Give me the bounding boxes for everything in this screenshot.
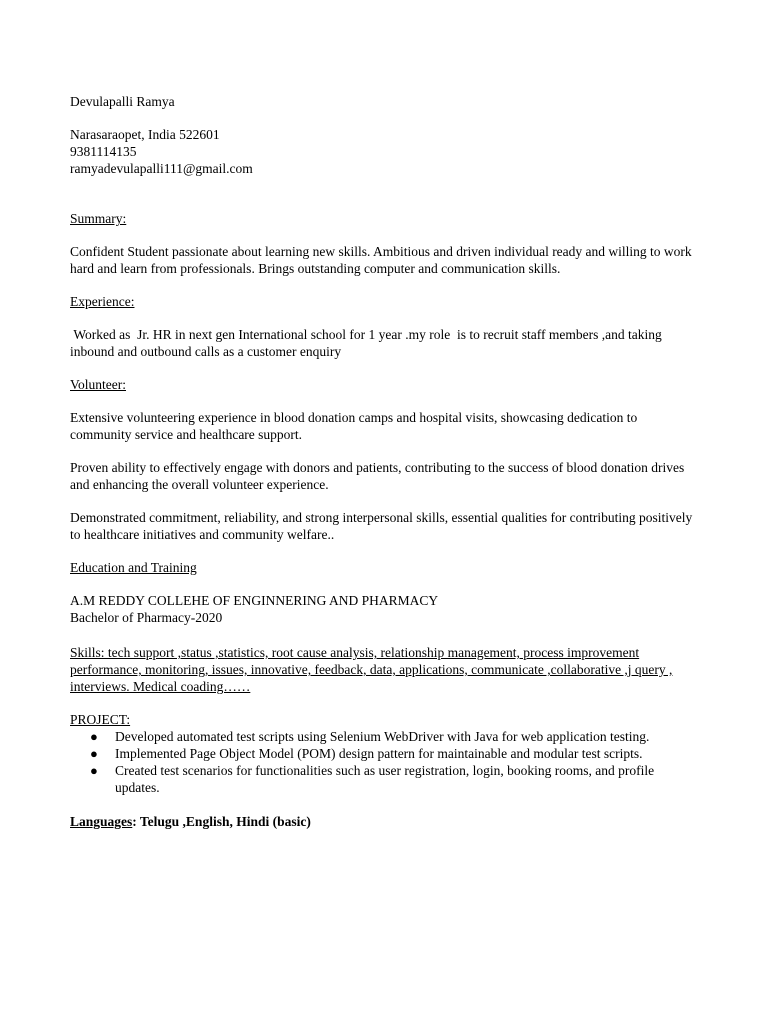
skills-text: Skills: tech support ,status ,statistics, root cause analysis, relationship management, process improvement performance, monitoring, issues, innovative, feedback, data, applications, communicate ,collaborative ,j query , interviews. Medical coading…… [70, 645, 673, 694]
resume-content [70, 93, 700, 830]
summary-heading: Summary: [70, 211, 127, 226]
project-item-2: Implemented Page Object Model (POM) design pattern for maintainable and modular test scripts. [115, 746, 643, 761]
email: ramyadevulapalli111@gmail.com [70, 161, 253, 176]
experience-text: Worked as Jr. HR in next gen International school for 1 year .my role is to recruit staff members ,and taking inbound and outbound calls as a customer enquiry [70, 327, 666, 359]
bullet-icon: ● [90, 763, 98, 778]
languages-value: : Telugu ,English, Hindi (basic) [132, 814, 311, 829]
volunteer-heading: Volunteer: [70, 377, 126, 392]
project-list [70, 728, 700, 796]
list-item [90, 728, 700, 745]
bullet-icon: ● [90, 746, 98, 761]
volunteer-paragraph-1: Extensive volunteering experience in blood donation camps and hospital visits, showcasing dedication to community service and healthcare support. [70, 410, 638, 442]
experience-heading: Experience: [70, 294, 135, 309]
education-heading: Education and Training [70, 560, 197, 575]
list-item [90, 762, 700, 796]
languages-line [70, 813, 700, 830]
candidate-name: Devulapalli Ramya [70, 94, 175, 109]
languages-label: Languages [70, 814, 133, 829]
list-item [90, 745, 700, 762]
volunteer-paragraph-3: Demonstrated commitment, reliability, and strong interpersonal skills, essential qualities for contributing positively to healthcare initiatives and community welfare.. [70, 510, 693, 542]
volunteer-paragraph-2: Proven ability to effectively engage with donors and patients, contributing to the success of blood donation drives and enhancing the overall volunteer experience. [70, 460, 685, 492]
bullet-icon: ● [90, 729, 98, 744]
summary-text: Confident Student passionate about learning new skills. Ambitious and driven individual ready and willing to work hard and learn from professionals. Brings outstanding computer and communication skills. [70, 244, 692, 276]
address: Narasaraopet, India 522601 [70, 127, 220, 142]
education-degree: Bachelor of Pharmacy-2020 [70, 610, 223, 625]
education-institution: A.M REDDY COLLEHE OF ENGINNERING AND PHARMACY [70, 593, 439, 608]
project-heading: PROJECT: [70, 712, 131, 727]
phone: 9381114135 [70, 144, 137, 159]
project-item-1: Developed automated test scripts using Selenium WebDriver with Java for web application testing. [115, 729, 650, 744]
project-item-3: Created test scenarios for functionalities such as user registration, login, booking rooms, and profile updates. [115, 763, 655, 795]
